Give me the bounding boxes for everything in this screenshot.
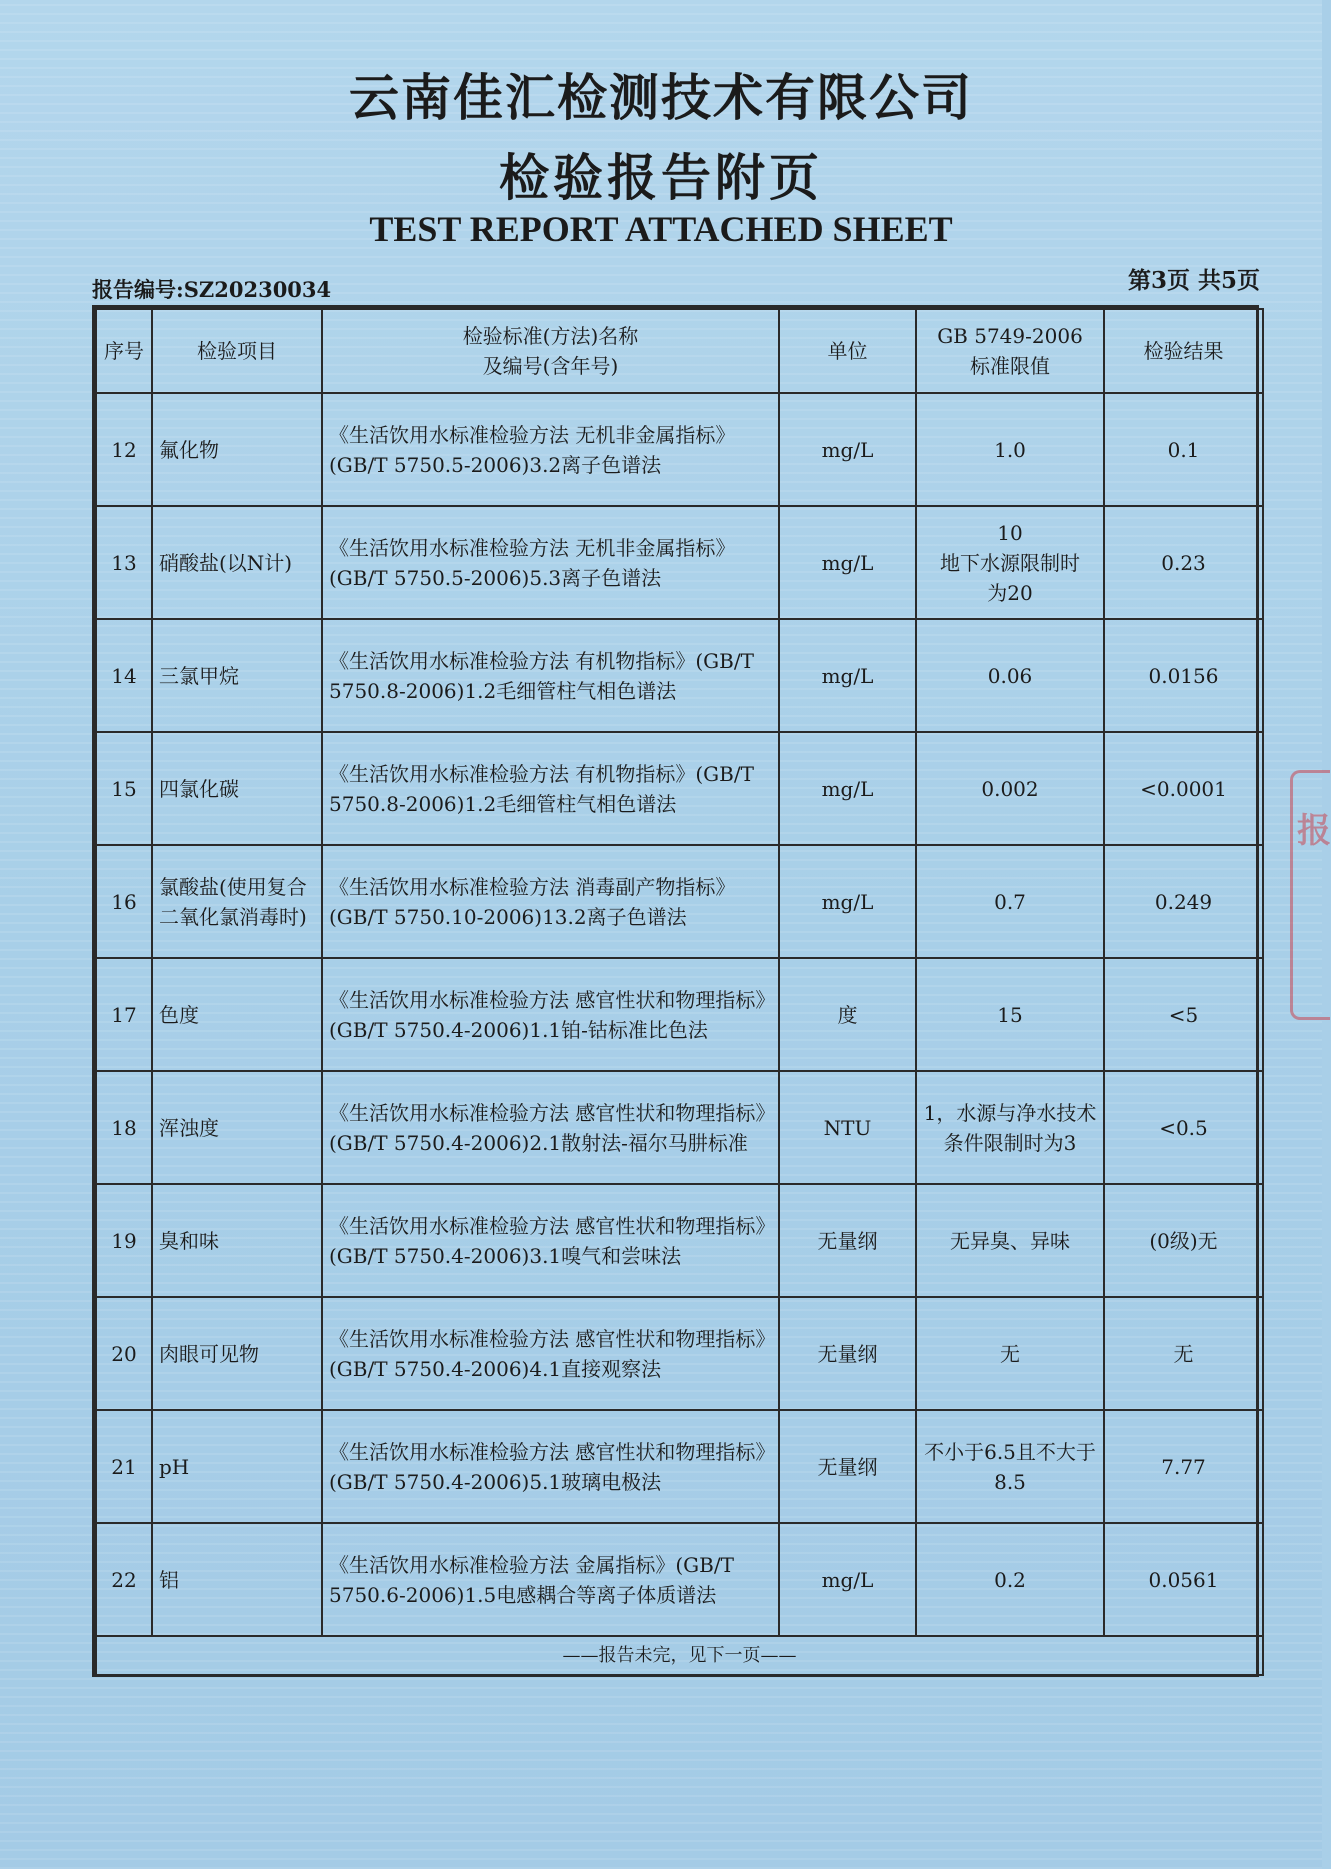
cell-method: 《生活饮用水标准检验方法 感官性状和物理指标》(GB/T 5750.4-2006)1.1铂-钴标准比色法	[322, 958, 779, 1071]
table-row	[96, 1071, 1263, 1184]
table-row	[96, 1297, 1263, 1410]
cell-result: <0.5	[1104, 1071, 1263, 1184]
cell-seq: 14	[96, 619, 152, 732]
page-info: 第3页 共5页	[1127, 267, 1260, 294]
cell-limit: 不小于6.5且不大于8.5	[916, 1410, 1104, 1523]
cell-limit: 1.0	[916, 393, 1104, 506]
cell-limit: 无	[916, 1297, 1104, 1410]
company-name: 云南佳汇检测技术有限公司	[349, 68, 973, 127]
cell-method: 《生活饮用水标准检验方法 有机物指标》(GB/T 5750.8-2006)1.2毛细管柱气相色谱法	[322, 619, 779, 732]
cell-seq: 16	[96, 845, 152, 958]
cell-seq: 21	[96, 1410, 152, 1523]
cell-method: 《生活饮用水标准检验方法 感官性状和物理指标》(GB/T 5750.4-2006)3.1嗅气和尝味法	[322, 1184, 779, 1297]
cell-item: 三氯甲烷	[152, 619, 322, 732]
cell-unit: mg/L	[779, 619, 916, 732]
cell-seq: 19	[96, 1184, 152, 1297]
cell-result: (0级)无	[1104, 1184, 1263, 1297]
cell-seq: 13	[96, 506, 152, 619]
table-row	[96, 845, 1263, 958]
cell-item: 色度	[152, 958, 322, 1071]
table-header-row	[96, 309, 1263, 393]
cell-seq: 17	[96, 958, 152, 1071]
table-row	[96, 393, 1263, 506]
cell-result: 0.0156	[1104, 619, 1263, 732]
cell-item: 硝酸盐(以N计)	[152, 506, 322, 619]
cell-result: 0.23	[1104, 506, 1263, 619]
cell-unit: 无量纲	[779, 1410, 916, 1523]
cell-item: 臭和味	[152, 1184, 322, 1297]
table-row	[96, 1410, 1263, 1523]
cell-result: <5	[1104, 958, 1263, 1071]
cell-method: 《生活饮用水标准检验方法 消毒副产物指标》(GB/T 5750.10-2006)13.2离子色谱法	[322, 845, 779, 958]
stamp-text: 报	[1297, 811, 1331, 851]
cell-limit: 0.7	[916, 845, 1104, 958]
cell-method: 《生活饮用水标准检验方法 无机非金属指标》(GB/T 5750.5-2006)5.3离子色谱法	[322, 506, 779, 619]
table-footer-row	[96, 1636, 1263, 1675]
cell-limit: 15	[916, 958, 1104, 1071]
cell-method: 《生活饮用水标准检验方法 感官性状和物理指标》(GB/T 5750.4-2006)2.1散射法-福尔马肼标准	[322, 1071, 779, 1184]
cell-unit: NTU	[779, 1071, 916, 1184]
english-title: TEST REPORT ATTACHED SHEET	[369, 209, 953, 249]
cell-seq: 18	[96, 1071, 152, 1184]
header-limit-line1: GB 5749-2006	[937, 324, 1083, 348]
cell-seq: 20	[96, 1297, 152, 1410]
cell-unit: 度	[779, 958, 916, 1071]
results-table	[92, 305, 1259, 1677]
cell-unit: 无量纲	[779, 1184, 916, 1297]
header-result: 检验结果	[1104, 309, 1263, 393]
cell-method: 《生活饮用水标准检验方法 感官性状和物理指标》(GB/T 5750.4-2006)4.1直接观察法	[322, 1297, 779, 1410]
cell-limit: 无异臭、异味	[916, 1184, 1104, 1297]
header-limit-line2: 标准限值	[970, 354, 1050, 378]
cell-item: pH	[152, 1410, 322, 1523]
cell-item: 四氯化碳	[152, 732, 322, 845]
header-method-line2: 及编号(含年号)	[482, 354, 619, 378]
cell-item: 铝	[152, 1523, 322, 1636]
cell-unit: mg/L	[779, 845, 916, 958]
page-subtitle: 检验报告附页	[499, 148, 823, 207]
cell-limit: 1，水源与净水技术条件限制时为3	[916, 1071, 1104, 1184]
cell-seq: 15	[96, 732, 152, 845]
header-method-line1: 检验标准(方法)名称	[462, 324, 639, 348]
table-row	[96, 732, 1263, 845]
cell-item: 肉眼可见物	[152, 1297, 322, 1410]
seal-stamp	[1290, 770, 1330, 1020]
cell-limit: 0.06	[916, 619, 1104, 732]
cell-item: 浑浊度	[152, 1071, 322, 1184]
cell-limit: 10 地下水源限制时 为20	[916, 506, 1104, 619]
table-row	[96, 506, 1263, 619]
cell-unit: mg/L	[779, 506, 916, 619]
header-limit	[916, 309, 1104, 393]
report-number: 报告编号:SZ20230034	[92, 277, 332, 302]
header-unit: 单位	[779, 309, 916, 393]
table-row	[96, 958, 1263, 1071]
header-item: 检验项目	[152, 309, 322, 393]
cell-unit: mg/L	[779, 393, 916, 506]
table-row	[96, 619, 1263, 732]
cell-seq: 22	[96, 1523, 152, 1636]
cell-method: 《生活饮用水标准检验方法 无机非金属指标》(GB/T 5750.5-2006)3.2离子色谱法	[322, 393, 779, 506]
cell-seq: 12	[96, 393, 152, 506]
cell-result: <0.0001	[1104, 732, 1263, 845]
cell-unit: mg/L	[779, 1523, 916, 1636]
cell-method: 《生活饮用水标准检验方法 金属指标》(GB/T 5750.6-2006)1.5电感耦合等离子体质谱法	[322, 1523, 779, 1636]
header-method	[322, 309, 779, 393]
table-row	[96, 1523, 1263, 1636]
cell-result: 7.77	[1104, 1410, 1263, 1523]
cell-unit: mg/L	[779, 732, 916, 845]
table-row	[96, 1184, 1263, 1297]
cell-result: 0.0561	[1104, 1523, 1263, 1636]
cell-result: 0.1	[1104, 393, 1263, 506]
cell-unit: 无量纲	[779, 1297, 916, 1410]
cell-item: 氯酸盐(使用复合二氧化氯消毒时)	[152, 845, 322, 958]
cell-result: 0.249	[1104, 845, 1263, 958]
cell-method: 《生活饮用水标准检验方法 感官性状和物理指标》(GB/T 5750.4-2006)5.1玻璃电极法	[322, 1410, 779, 1523]
cell-limit: 0.2	[916, 1523, 1104, 1636]
table-footer: ——报告未完，见下一页——	[96, 1636, 1263, 1675]
cell-method: 《生活饮用水标准检验方法 有机物指标》(GB/T 5750.8-2006)1.2毛细管柱气相色谱法	[322, 732, 779, 845]
cell-result: 无	[1104, 1297, 1263, 1410]
cell-item: 氟化物	[152, 393, 322, 506]
cell-limit: 0.002	[916, 732, 1104, 845]
header-seq: 序号	[96, 309, 152, 393]
